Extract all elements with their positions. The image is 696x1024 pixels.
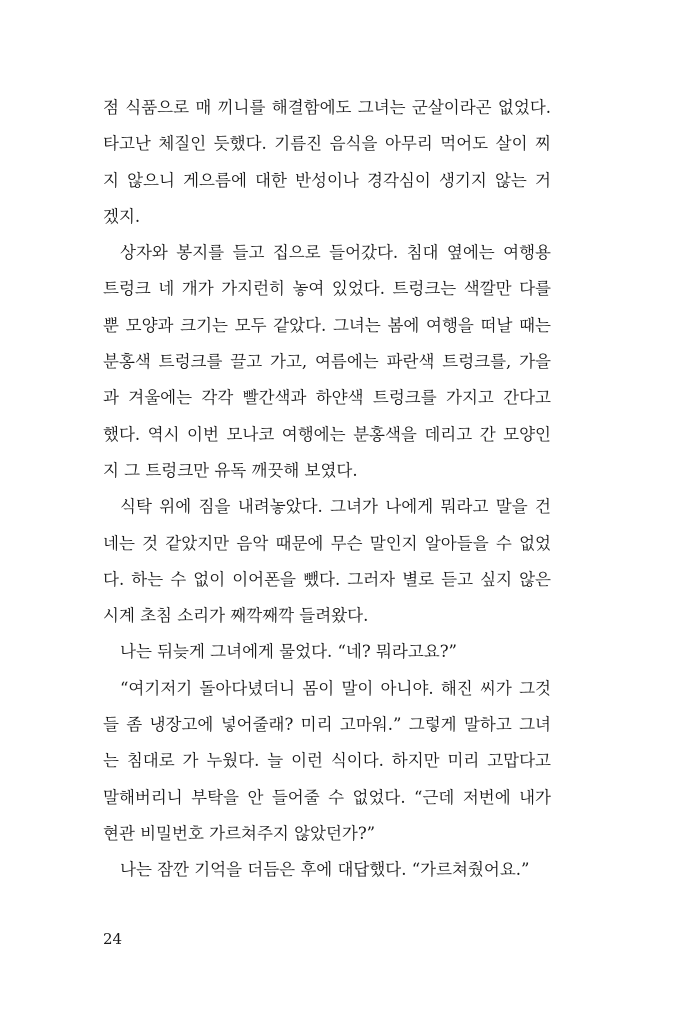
text-line: 시계 초침 소리가 째깍째깍 들려왔다.: [103, 606, 369, 626]
text-line: 트렁크 네 개가 가지런히 놓여 있었다. 트렁크는 색깔만 다를: [103, 279, 551, 299]
text-line: 식탁 위에 짐을 내려놓았다. 그녀가 나에게 뭐라고 말을 건: [120, 497, 551, 517]
text-line: 나는 뒤늦게 그녀에게 물었다. “네? 뭐라고요?”: [120, 642, 457, 662]
text-line: 했다. 역시 이번 모나코 여행에는 분홍색을 데리고 간 모양인: [103, 424, 551, 444]
text-line: 상자와 봉지를 들고 집으로 들어갔다. 침대 옆에는 여행용: [120, 243, 551, 263]
text-line: 과 겨울에는 각각 빨간색과 하얀색 트렁크를 가지고 간다고: [103, 388, 551, 408]
text-line: 네는 것 같았지만 음악 때문에 무슨 말인지 알아들을 수 없었: [103, 533, 551, 553]
text-line: 들 좀 냉장고에 넣어줄래? 미리 고마워.” 그렇게 말하고 그녀: [103, 715, 551, 735]
text-line: 지 그 트렁크만 유독 깨끗해 보였다.: [103, 460, 358, 480]
text-line: 현관 비밀번호 가르쳐주지 않았던가?”: [103, 823, 376, 843]
text-line: 다. 하는 수 없이 이어폰을 뺐다. 그러자 별로 듣고 싶지 않은: [103, 569, 551, 589]
text-line: 겠지.: [103, 206, 141, 226]
text-line: 나는 잠깐 기억을 더듬은 후에 대답했다. “가르쳐줬어요.”: [120, 860, 530, 880]
text-line: 뿐 모양과 크기는 모두 같았다. 그녀는 봄에 여행을 떠날 때는: [103, 315, 551, 335]
text-line: 타고난 체질인 듯했다. 기름진 음식을 아무리 먹어도 살이 찌: [103, 134, 551, 154]
text-line: 는 침대로 가 누웠다. 늘 이런 식이다. 하지만 미리 고맙다고: [103, 751, 551, 771]
text-line: 지 않으니 게으름에 대한 반성이나 경각심이 생기지 않는 거: [103, 170, 551, 190]
text-line: 말해버리니 부탁을 안 들어줄 수 없었다. “근데 저번에 내가: [103, 787, 551, 807]
body-text: [103, 90, 551, 889]
text-line: 점 식품으로 매 끼니를 해결함에도 그녀는 군살이라곤 없었다.: [103, 98, 551, 117]
text-line: “여기저기 돌아다녔더니 몸이 말이 아니야. 해진 씨가 그것: [120, 678, 551, 698]
page-number: 24: [103, 930, 123, 948]
text-line: 분홍색 트렁크를 끌고 가고, 여름에는 파란색 트렁크를, 가을: [103, 352, 551, 372]
